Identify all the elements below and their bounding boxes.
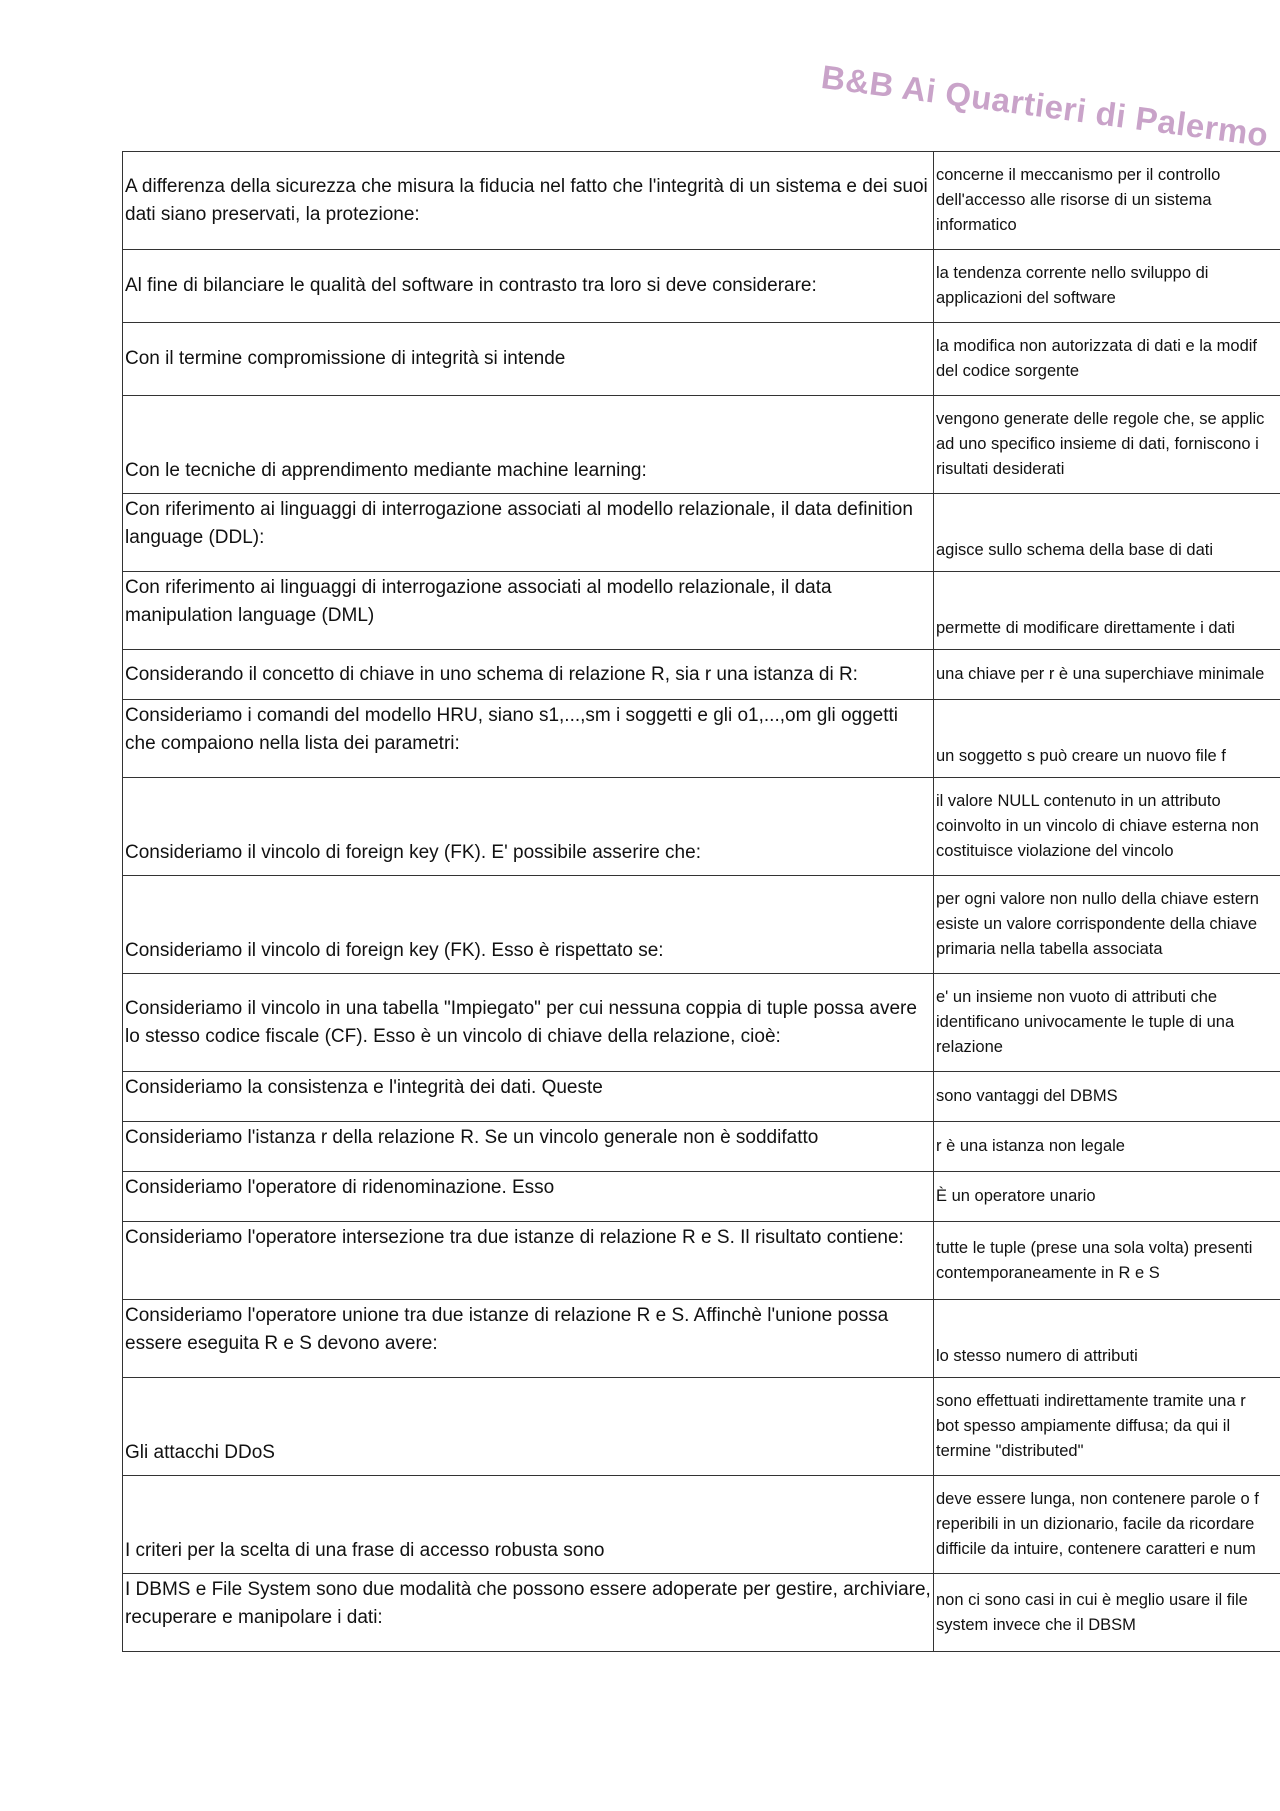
- watermark: B&B Ai Quartieri di Palermo: [819, 58, 1271, 154]
- question-cell: Consideriamo l'operatore unione tra due istanze di relazione R e S. Affinchè l'unione possa essere eseguita R e S devono avere:: [123, 1300, 934, 1378]
- table-row: [123, 876, 1280, 974]
- answer-cell: [934, 974, 1280, 1072]
- question-cell: Con riferimento ai linguaggi di interrogazione associati al modello relazionale, il data definition language (DDL):: [123, 494, 934, 572]
- answer-line: esiste un valore corrispondente della chiave: [936, 915, 1258, 933]
- table-row: [123, 1300, 1280, 1378]
- answer-line: concerne il meccanismo per il controllo: [936, 166, 1221, 184]
- table-row: [123, 1072, 1280, 1122]
- table-row: [123, 1476, 1280, 1574]
- answer-line: coinvolto in un vincolo di chiave esterna non: [936, 817, 1259, 835]
- table-row: [123, 152, 1280, 250]
- answer-line: È un operatore unario: [936, 1187, 1096, 1205]
- table-row: [123, 1378, 1280, 1476]
- question-cell: Con il termine compromissione di integrità si intende: [123, 323, 934, 396]
- answer-cell: [934, 1378, 1280, 1476]
- question-cell: Al fine di bilanciare le qualità del software in contrasto tra loro si deve considerare:: [123, 250, 934, 323]
- answer-cell: [934, 1574, 1280, 1652]
- question-cell: Consideriamo l'istanza r della relazione R. Se un vincolo generale non è soddifatto: [123, 1122, 934, 1172]
- answer-line: contemporaneamente in R e S: [936, 1263, 1160, 1282]
- question-cell: Consideriamo il vincolo di foreign key (FK). Esso è rispettato se:: [123, 876, 934, 974]
- answer-cell: [934, 572, 1280, 650]
- answer-cell: [934, 396, 1280, 494]
- answer-cell: [934, 323, 1280, 396]
- answer-line: reperibili in un dizionario, facile da ricordare: [936, 1515, 1255, 1533]
- answer-line: difficile da intuire, contenere caratteri e num: [936, 1540, 1256, 1558]
- answer-line: dell'accesso alle risorse di un sistema: [936, 191, 1212, 209]
- question-cell: Consideriamo il vincolo in una tabella "Impiegato" per cui nessuna coppia di tuple possa avere lo stesso codice fiscale (CF). Esso è un vincolo di chiave della relazione, cioè:: [123, 974, 934, 1072]
- answer-line: e' un insieme non vuoto di attributi che: [936, 988, 1218, 1006]
- answer-line: una chiave per r è una superchiave minimale: [936, 665, 1265, 683]
- table-row: [123, 974, 1280, 1072]
- qa-table-body: [123, 152, 1280, 1652]
- table-row: [123, 323, 1280, 396]
- answer-line: informatico: [936, 216, 1017, 234]
- qa-table: [122, 151, 1280, 1652]
- question-cell: Consideriamo i comandi del modello HRU, siano s1,...,sm i soggetti e gli o1,...,om gli oggetti che compaiono nella lista dei parametri:: [123, 700, 934, 778]
- answer-line: del codice sorgente: [936, 362, 1080, 380]
- answer-cell: [934, 1476, 1280, 1574]
- answer-cell: [934, 1072, 1280, 1122]
- question-cell: Considerando il concetto di chiave in uno schema di relazione R, sia r una istanza di R:: [123, 650, 934, 700]
- answer-cell: [934, 494, 1280, 572]
- answer-line: bot spesso ampiamente diffusa; da qui il: [936, 1417, 1231, 1435]
- table-row: [123, 1574, 1280, 1652]
- answer-line: applicazioni del software: [936, 289, 1116, 307]
- answer-line: relazione: [936, 1038, 1003, 1056]
- table-row: [123, 650, 1280, 700]
- answer-cell: [934, 700, 1280, 778]
- question-cell: Consideriamo l'operatore di ridenominazione. Esso: [123, 1172, 934, 1222]
- answer-cell: [934, 152, 1280, 250]
- answer-cell: [934, 1222, 1280, 1300]
- answer-line: deve essere lunga, non contenere parole o f: [936, 1490, 1259, 1508]
- question-cell: I criteri per la scelta di una frase di accesso robusta sono: [123, 1476, 934, 1574]
- answer-line: termine "distributed": [936, 1442, 1084, 1460]
- answer-line: tutte le tuple (prese una sola volta) presenti: [936, 1238, 1253, 1257]
- answer-cell: [934, 1122, 1280, 1172]
- question-cell: Consideriamo l'operatore intersezione tra due istanze di relazione R e S. Il risultato contiene:: [123, 1222, 934, 1300]
- answer-cell: [934, 778, 1280, 876]
- question-cell: Consideriamo il vincolo di foreign key (FK). E' possibile asserire che:: [123, 778, 934, 876]
- answer-line: sono vantaggi del DBMS: [936, 1087, 1118, 1105]
- question-cell: I DBMS e File System sono due modalità che possono essere adoperate per gestire, archiviare, recuperare e manipolare i dati:: [123, 1574, 934, 1652]
- question-cell: A differenza della sicurezza che misura la fiducia nel fatto che l'integrità di un sistema e dei suoi dati siano preservati, la protezione:: [123, 152, 934, 250]
- table-row: [123, 1122, 1280, 1172]
- question-cell: Con riferimento ai linguaggi di interrogazione associati al modello relazionale, il data manipulation language (DML): [123, 572, 934, 650]
- table-row: [123, 494, 1280, 572]
- answer-line: per ogni valore non nullo della chiave estern: [936, 890, 1259, 908]
- question-cell: Consideriamo la consistenza e l'integrità dei dati. Queste: [123, 1072, 934, 1122]
- table-row: [123, 572, 1280, 650]
- question-cell: Con le tecniche di apprendimento mediante machine learning:: [123, 396, 934, 494]
- answer-cell: [934, 250, 1280, 323]
- answer-line: un soggetto s può creare un nuovo file f: [936, 747, 1226, 765]
- answer-line: system invece che il DBSM: [936, 1615, 1136, 1634]
- table-row: [123, 250, 1280, 323]
- answer-cell: [934, 1172, 1280, 1222]
- question-cell: Gli attacchi DDoS: [123, 1378, 934, 1476]
- table-row: [123, 700, 1280, 778]
- table-row: [123, 396, 1280, 494]
- table-row: [123, 1222, 1280, 1300]
- table-row: [123, 778, 1280, 876]
- answer-line: r è una istanza non legale: [936, 1137, 1125, 1155]
- answer-line: il valore NULL contenuto in un attributo: [936, 792, 1221, 810]
- answer-line: primaria nella tabella associata: [936, 940, 1163, 958]
- answer-line: costituisce violazione del vincolo: [936, 842, 1174, 860]
- answer-line: risultati desiderati: [936, 460, 1065, 478]
- answer-line: sono effettuati indirettamente tramite una r: [936, 1392, 1246, 1410]
- table-row: [123, 1172, 1280, 1222]
- answer-line: lo stesso numero di attributi: [936, 1347, 1138, 1365]
- answer-line: non ci sono casi in cui è meglio usare il file: [936, 1590, 1248, 1609]
- answer-line: permette di modificare direttamente i dati: [936, 619, 1235, 637]
- answer-line: la tendenza corrente nello sviluppo di: [936, 264, 1209, 282]
- answer-cell: [934, 1300, 1280, 1378]
- answer-line: agisce sullo schema della base di dati: [936, 541, 1213, 559]
- answer-cell: [934, 876, 1280, 974]
- answer-line: ad uno specifico insieme di dati, forniscono i: [936, 435, 1259, 453]
- answer-line: identificano univocamente le tuple di una: [936, 1013, 1235, 1031]
- answer-line: la modifica non autorizzata di dati e la modif: [936, 337, 1258, 355]
- answer-cell: [934, 650, 1280, 700]
- answer-line: vengono generate delle regole che, se applic: [936, 410, 1265, 428]
